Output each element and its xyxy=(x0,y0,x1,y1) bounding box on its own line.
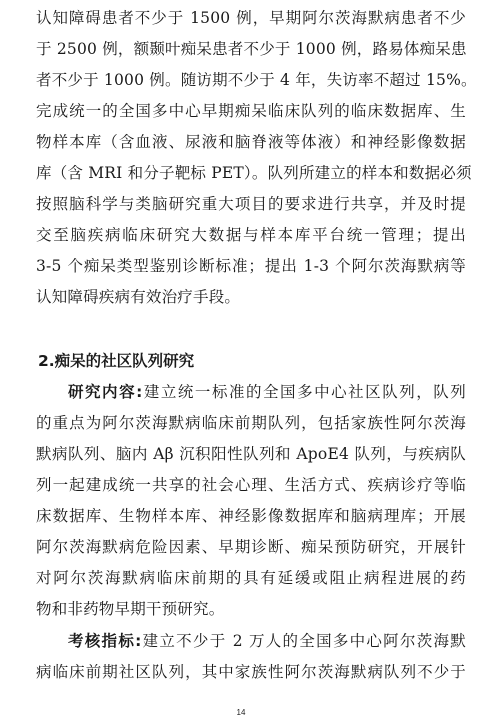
text-line: 库（含 MRI 和分子靶标 PET）。队列所建立的样本和数据必须 xyxy=(36,164,472,182)
text-line: 病临床前期社区队列，其中家族性阿尔茨海默病队列不少于 xyxy=(36,663,466,681)
page-number: 14 xyxy=(236,708,246,717)
text-line: 阿尔茨海默病危险因素、早期诊断、痴呆预防研究，开展针 xyxy=(36,538,466,556)
text-line xyxy=(36,631,466,651)
text-line: 默病队列、脑内 Aβ 沉积阳性队列和 ApoE4 队列，与疾病队 xyxy=(36,445,466,463)
assessment-label: 考核指标: xyxy=(68,632,142,650)
research-content-text: 建立统一标准的全国多中心社区队列，队列 xyxy=(142,383,466,401)
text-line: 于 2500 例，额颞叶痴呆患者不少于 1000 例，路易体痴呆患 xyxy=(36,40,467,58)
text-line: 床数据库、生物样本库、神经影像数据库和脑病理库；开展 xyxy=(36,507,466,525)
text-line: 者不少于 1000 例。随访期不少于 4 年，失访率不超过 15%。 xyxy=(36,71,477,89)
text-line: 列一起建成统一共享的社会心理、生活方式、疾病诊疗等临 xyxy=(36,476,466,494)
text-line: 物样本库（含血液、尿液和脑脊液等体液）和神经影像数据 xyxy=(36,133,466,151)
text-line: 完成统一的全国多中心早期痴呆临床队列的临床数据库、生 xyxy=(36,102,466,120)
assessment-text: 建立不少于 2 万人的全国多中心阿尔茨海默 xyxy=(141,632,466,650)
text-line: 的重点为阿尔茨海默病临床前期队列，包括家族性阿尔茨海 xyxy=(36,414,466,432)
text-line: 交至脑疾病临床研究大数据与样本库平台统一管理；提出 xyxy=(36,226,466,244)
text-line: 3-5 个痴呆类型鉴别诊断标准；提出 1-3 个阿尔茨海默病等 xyxy=(36,257,466,275)
text-line: 按照脑科学与类脑研究重大项目的要求进行共享，并及时提 xyxy=(36,195,466,213)
research-content-label: 研究内容: xyxy=(68,383,143,401)
text-line: 物和非药物早期干预研究。 xyxy=(36,600,225,618)
text-line: 认知障碍患者不少于 1500 例，早期阿尔茨海默病患者不少 xyxy=(36,9,466,27)
text-line: 对阿尔茨海默病临床前期的具有延缓或阻止病程进展的药 xyxy=(36,569,466,587)
text-line: 认知障碍疾病有效治疗手段。 xyxy=(36,288,241,306)
text-line xyxy=(36,382,466,402)
section-heading: 2.痴呆的社区队列研究 xyxy=(38,352,195,370)
